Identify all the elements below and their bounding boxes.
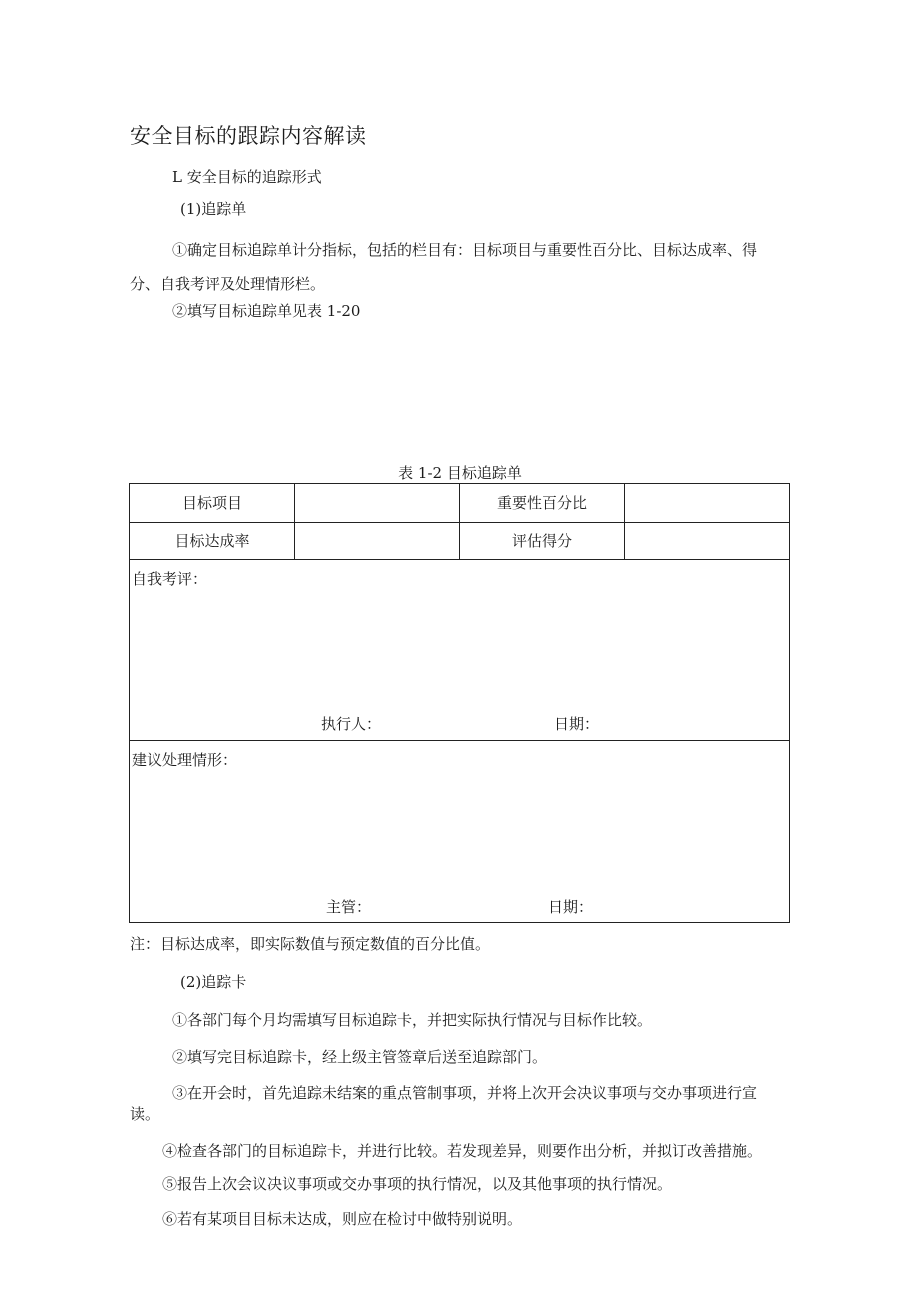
card-item-4: ④检查各部门的目标追踪卡，并进行比较。若发现差异，则要作出分析，并拟订改善措施。 — [162, 1142, 763, 1160]
subsection-tracking-sheet: (1)追踪单 — [180, 200, 247, 218]
label-executor: 执行人： — [321, 715, 382, 733]
section-heading: L 安全目标的追踪形式 — [172, 168, 322, 186]
table-rule — [624, 484, 625, 559]
label-target-item: 目标项目 — [181, 494, 242, 512]
page-title: 安全目标的跟踪内容解读 — [130, 124, 367, 148]
label-self-evaluation: 自我考评： — [132, 570, 208, 588]
table-caption: 表 1-2 目标追踪单 — [398, 464, 522, 482]
table-rule — [130, 740, 789, 741]
label-self-eval-date: 日期： — [554, 715, 600, 733]
table-rule — [130, 559, 789, 560]
table-rule — [294, 484, 295, 559]
card-item-3: ③在开会时，首先追踪未结案的重点管制事项，并将上次开会决议事项与交办事项进行宣读。 — [130, 1084, 758, 1123]
label-suggestion-date: 日期： — [548, 898, 594, 916]
card-item-1: ①各部门每个月均需填写目标追踪卡，并把实际执行情况与目标作比较。 — [172, 1011, 653, 1029]
table-note: 注：目标达成率，即实际数值与预定数值的百分比值。 — [130, 935, 491, 953]
label-supervisor: 主管： — [326, 898, 372, 916]
subsection-tracking-card: (2)追踪卡 — [180, 973, 247, 991]
card-item-6: ⑥若有某项目目标未达成，则应在检讨中做特别说明。 — [162, 1210, 523, 1228]
card-item-5: ⑤报告上次会议决议事项或交办事项的执行情况，以及其他事项的执行情况。 — [162, 1175, 673, 1193]
paragraph-indicators: ①确定目标追踪单计分指标，包括的栏目有：目标项目与重要性百分比、目标达成率、得分、自我考评及处理情形栏。 — [130, 241, 758, 293]
label-achievement-rate: 目标达成率 — [174, 532, 250, 550]
card-item-2: ②填写完目标追踪卡，经上级主管签章后送至追踪部门。 — [172, 1048, 548, 1066]
label-importance-percent: 重要性百分比 — [496, 494, 587, 512]
label-suggested-handling: 建议处理情形： — [132, 751, 238, 769]
label-evaluation-score: 评估得分 — [511, 532, 572, 550]
paragraph-fill-sheet: ②填写目标追踪单见表 1-20 — [172, 302, 361, 320]
tracking-sheet-table — [129, 483, 790, 923]
